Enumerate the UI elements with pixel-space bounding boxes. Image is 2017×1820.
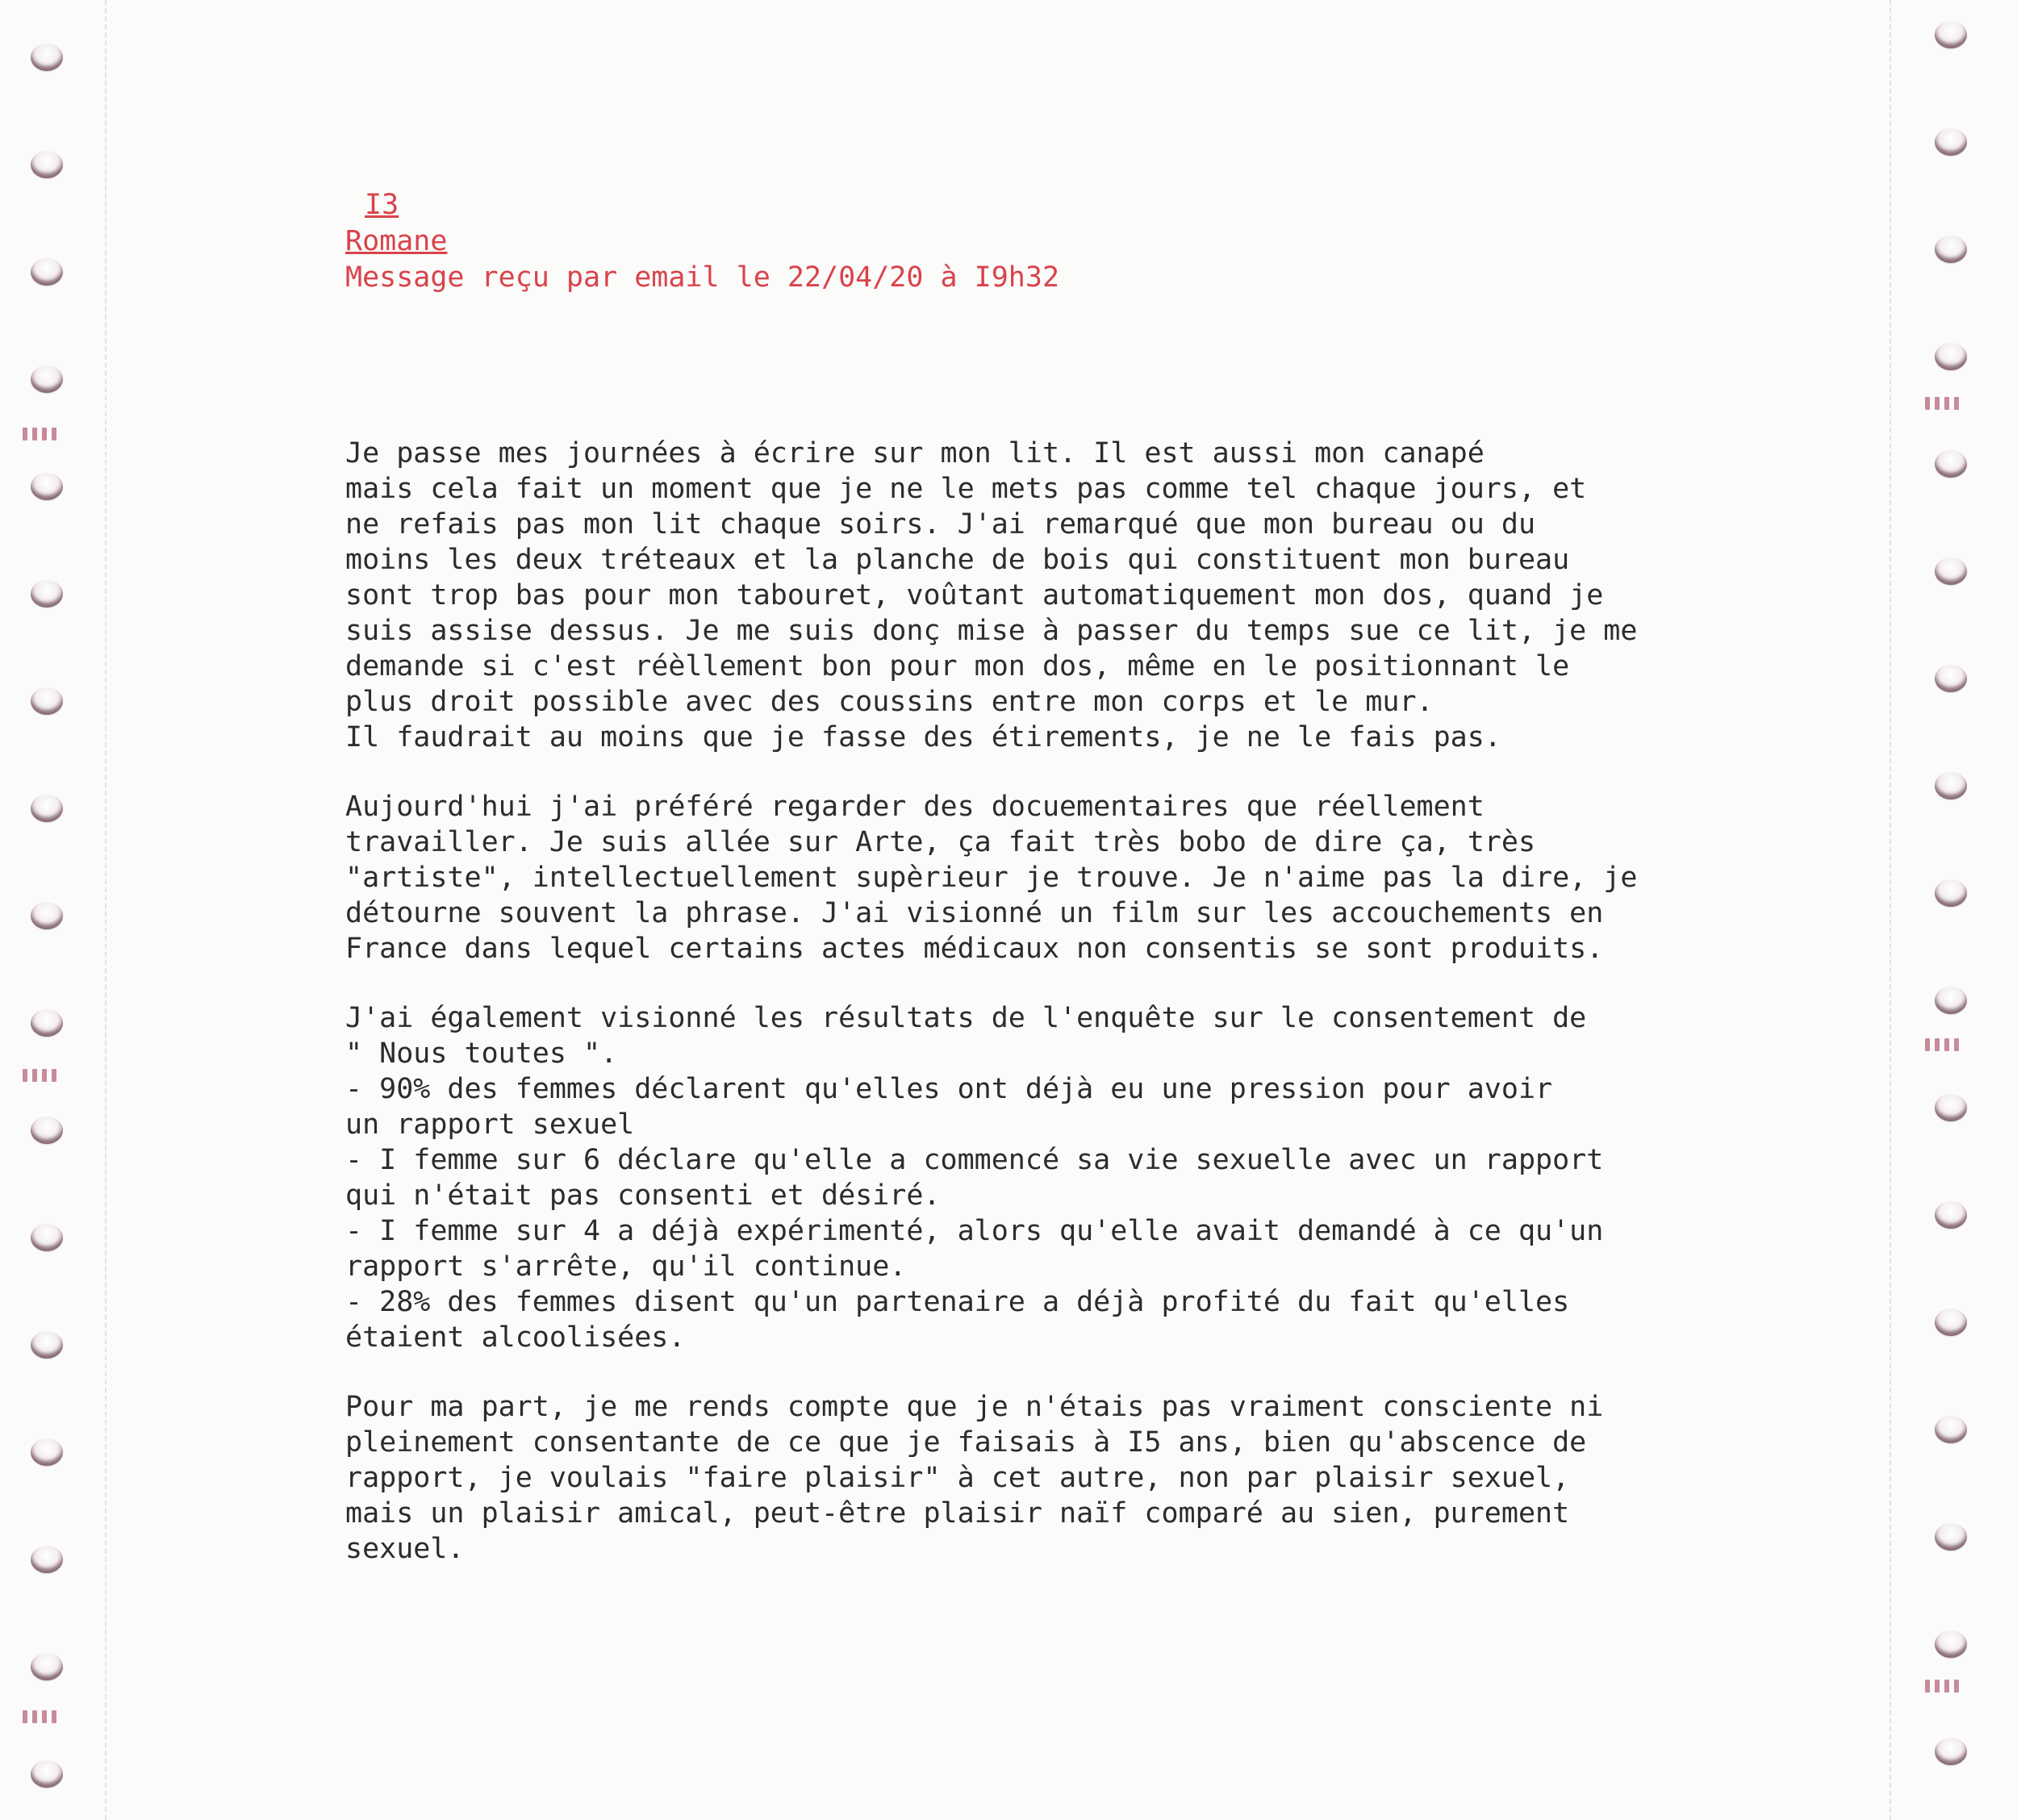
text-line: moins les deux tréteaux et la planche de bois qui constituent mon bureau [345,544,1570,576]
text-line: "artiste", intellectuellement supèrieur je trouve. Je n'aime pas la dire, je [345,862,1638,894]
sprocket-hole [1935,1630,1967,1658]
left-perforation-line [105,0,106,1820]
sprocket-hole [1935,1523,1967,1551]
sprocket-hole [1935,128,1967,156]
sprocket-hole [31,1331,63,1359]
text-line: J'ai également visionné les résultats de l'enquête sur le consentement de [345,1002,1587,1034]
letter-body [345,436,1757,1601]
paragraph [345,436,1757,755]
text-line: qui n'était pas consenti et désiré. [345,1179,941,1212]
sprocket-hole [31,580,63,607]
text-line: ne refais pas mon lit chaque soirs. J'ai remarqué que mon bureau ou du [345,508,1536,541]
text-line: - I femme sur 6 déclare qu'elle a commencé sa vie sexuelle avec un rapport [345,1144,1604,1176]
paragraph [345,1389,1757,1567]
text-line: Aujourd'hui j'ai préféré regarder des docuementaires que réellement [345,791,1485,823]
sprocket-hole [1935,1738,1967,1765]
sprocket-hole [1935,1201,1967,1229]
text-line: détourne souvent la phrase. J'ai visionné un film sur les accouchements en [345,897,1604,929]
perforation-mark [1925,1038,1959,1051]
text-line: " Nous toutes ". [345,1037,618,1070]
sprocket-hole [1935,772,1967,799]
sprocket-hole [1935,665,1967,692]
entry-number: I3 [365,189,399,221]
text-line: plus droit possible avec des coussins entre mon corps et le mur. [345,686,1434,718]
text-line: sont trop bas pour mon tabouret, voûtant automatiquement mon dos, quand je [345,579,1604,612]
sprocket-hole [31,365,63,393]
sprocket-hole [31,902,63,929]
text-line: travailler. Je suis allée sur Arte, ça fait très bobo de dire ça, très [345,826,1536,858]
sprocket-hole [31,1653,63,1680]
sprocket-hole [1935,450,1967,478]
sprocket-hole [31,687,63,715]
received-line: Message reçu par email le 22/04/20 à I9h32 [345,261,1060,294]
sprocket-hole [31,1009,63,1037]
text-line: Il faudrait au moins que je fasse des étirements, je ne le fais pas. [345,721,1501,753]
sprocket-hole [1935,879,1967,907]
text-line: rapport, je voulais "faire plaisir" à cet autre, non par plaisir sexuel, [345,1462,1570,1494]
paragraph [345,1000,1757,1355]
sprocket-hole [31,1117,63,1144]
text-line: demande si c'est réèllement bon pour mon dos, même en le positionnant le [345,650,1570,682]
sprocket-hole [31,1760,63,1788]
right-perforation-line [1890,0,1891,1820]
text-line: sexuel. [345,1533,465,1565]
sprocket-hole [1935,343,1967,370]
sprocket-hole [1935,1309,1967,1336]
text-line: - I femme sur 4 a déjà expérimenté, alors qu'elle avait demandé à ce qu'un [345,1215,1604,1247]
sender-name: Romane [345,225,448,257]
perforation-mark [23,428,56,440]
text-line: mais un plaisir amical, peut-être plaisir naïf comparé au sien, purement [345,1497,1570,1530]
perforation-mark [23,1069,56,1082]
sprocket-hole [31,1546,63,1573]
sprocket-hole [1935,236,1967,263]
paragraph [345,789,1757,966]
text-line: un rapport sexuel [345,1108,635,1141]
text-line: - 28% des femmes disent qu'un partenaire a déjà profité du fait qu'elles [345,1286,1570,1318]
sprocket-hole [31,258,63,286]
perforation-mark [23,1710,56,1723]
text-line: pleinement consentante de ce que je faisais à I5 ans, bien qu'abscence de [345,1426,1587,1459]
perforation-mark [1925,397,1959,410]
perforation-mark [1925,1680,1959,1693]
sprocket-hole [1935,1416,1967,1443]
text-line: - 90% des femmes déclarent qu'elles ont déjà eu une pression pour avoir [345,1073,1553,1105]
text-line: Je passe mes journées à écrire sur mon lit. Il est aussi mon canapé [345,437,1485,470]
text-line: suis assise dessus. Je me suis donç mise à passer du temps sue ce lit, je me [345,615,1638,647]
sprocket-hole [1935,987,1967,1014]
sprocket-hole [31,1438,63,1466]
text-line: étaient alcoolisées. [345,1321,686,1354]
sprocket-hole [1935,21,1967,48]
sprocket-hole [1935,557,1967,585]
sprocket-hole [31,795,63,822]
sprocket-hole [31,151,63,178]
text-line: mais cela fait un moment que je ne le mets pas comme tel chaque jours, et [345,473,1587,505]
sprocket-hole [31,44,63,71]
text-line: France dans lequel certains actes médicaux non consentis se sont produits. [345,933,1604,965]
text-line: Pour ma part, je me rends compte que je n'étais pas vraiment consciente ni [345,1391,1604,1423]
sprocket-hole [31,473,63,500]
sprocket-hole [31,1224,63,1251]
text-line: rapport s'arrête, qu'il continue. [345,1250,907,1283]
sprocket-hole [1935,1094,1967,1121]
letter-header [345,187,1059,296]
